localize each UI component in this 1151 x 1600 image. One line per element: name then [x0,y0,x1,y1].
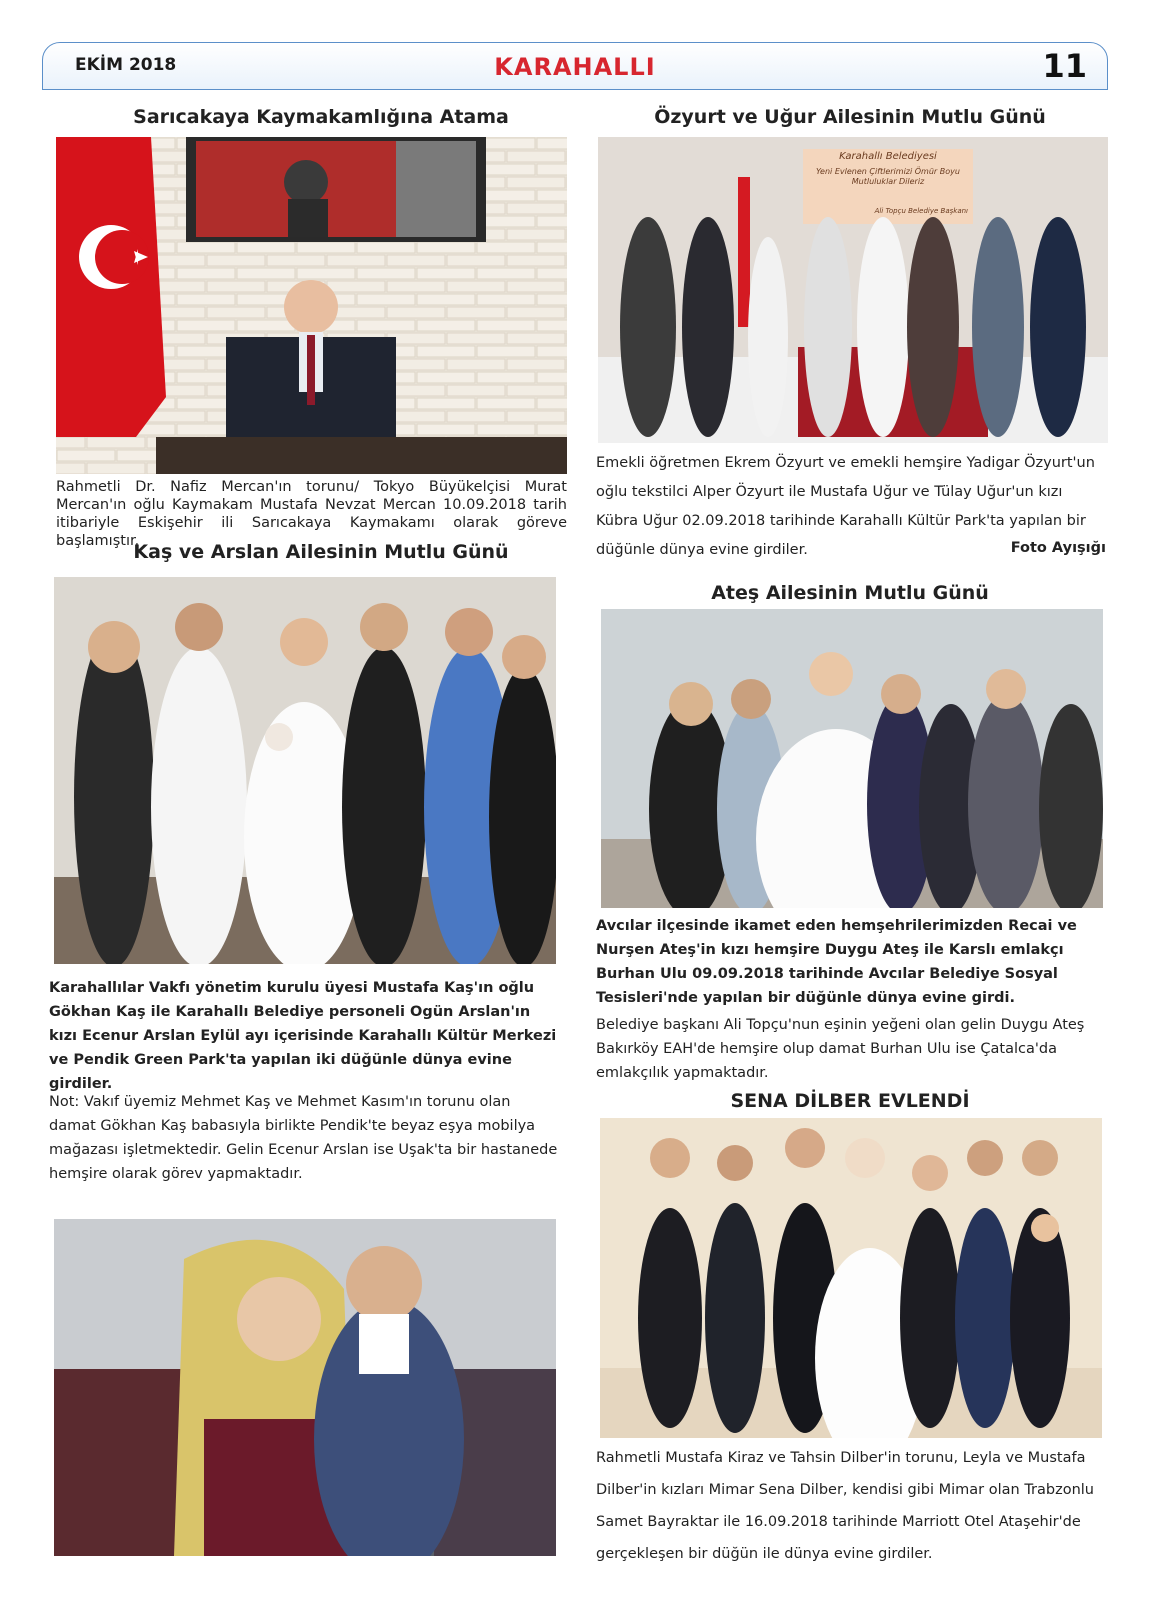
photo-ozyurt-ugur-family [598,137,1108,443]
banner-title: Karahallı Belediyesi [839,151,937,162]
article-ates-text-bold: Avcılar ilçesinde ikamet eden hemşehrilerimizden Recai ve Nurşen Ateş'in kızı hemşire Duygu Ateş ile Karslı emlakçı Burhan Ulu 09.09.2018 tarihinde Avcılar Belediye Sosyal Tesisleri'nde yapılan bir düğünle dünya evine girdi. [596,918,1077,1006]
photo-kas-henna-couple [54,1219,556,1556]
article-ozyurt-text: Emekli öğretmen Ekrem Özyurt ve emekli hemşire Yadigar Özyurt'un oğlu tekstilci Alper Özyurt ile Mustafa Uğur ve Tülay Uğur'un kızı Kübra Uğur 02.09.2018 tarihinde Karahallı Kültür Park'ta yapılan bir düğünle dünya evine girdiler. [596,455,1095,558]
photo-sena-dilber-wedding [600,1118,1102,1438]
article-sena-text: Rahmetli Mustafa Kiraz ve Tahsin Dilber'in torunu, Leyla ve Mustafa Dilber'in kızları Mimar Sena Dilber, kendisi gibi Mimar olan Trabzonlu Samet Bayraktar ile 16.09.2018 tarihinde Marriott Otel Ataşehir'de gerçekleşen bir düğün ile dünya evine girdiler. [596,1450,1094,1562]
article-ates-text: Belediye başkanı Ali Topçu'nun eşinin yeğeni olan gelin Duygu Ateş Bakırköy EAH'de hemşire olup damat Burhan Ulu ise Çatalca'da emlakçılık yapmaktadır. [596,1017,1085,1081]
headline-atama: Sarıcakaya Kaymakamlığına Atama [133,106,509,128]
masthead [42,42,1108,90]
article-atama-text: Rahmetli Dr. Nafiz Mercan'ın torunu/ Tokyo Büyükelçisi Murat Mercan'ın oğlu Kaymakam Mustafa Nevzat Mercan 10.09.2018 tarih itibariyle Eskişehir ili Sarıcakaya Kaymakamı olarak göreve başlamıştır. [56,479,567,549]
newspaper-name: KARAHALLI [494,53,656,81]
photo-kas-arslan-family [54,577,556,964]
headline-sena: SENA DİLBER EVLENDİ [730,1090,970,1112]
page-number: 11 [1042,47,1087,85]
article-kas-text: Karahallılar Vakfı yönetim kurulu üyesi Mustafa Kaş'ın oğlu Gökhan Kaş ile Karahallı Belediye personeli Ogün Arslan'ın kızı Ecenur Arslan Eylül ayı içerisinde Karahallı Kültür Merkezi ve Pendik Green Park'ta yapılan iki düğünle dünya evine girdiler. [49,980,557,1092]
headline-ates: Ateş Ailesinin Mutlu Günü [711,582,989,604]
photo-kaymakam [56,137,567,474]
banner-text: Yeni Evlenen Çiftlerimizi Ömür Boyu Mutluluklar Dileriz [816,167,960,186]
issue-date: EKİM 2018 [75,55,177,75]
photo-credit: Foto Ayışığı [1010,540,1106,556]
article-kas-note: Not: Vakıf üyemiz Mehmet Kaş ve Mehmet Kasım'ın torunu olan damat Gökhan Kaş babasıyla birlikte Pendik'te beyaz eşya mobilya mağazası işletmektedir. Gelin Ecenur Arslan ise Uşak'ta bir hastanede hemşire olarak görev yapmaktadır. [49,1094,558,1182]
banner-sign: Ali Topçu Belediye Başkanı [874,207,968,215]
headline-ozyurt: Özyurt ve Uğur Ailesinin Mutlu Günü [654,106,1046,128]
headline-kas: Kaş ve Arslan Ailesinin Mutlu Günü [133,541,509,563]
photo-ates-family [601,609,1103,908]
